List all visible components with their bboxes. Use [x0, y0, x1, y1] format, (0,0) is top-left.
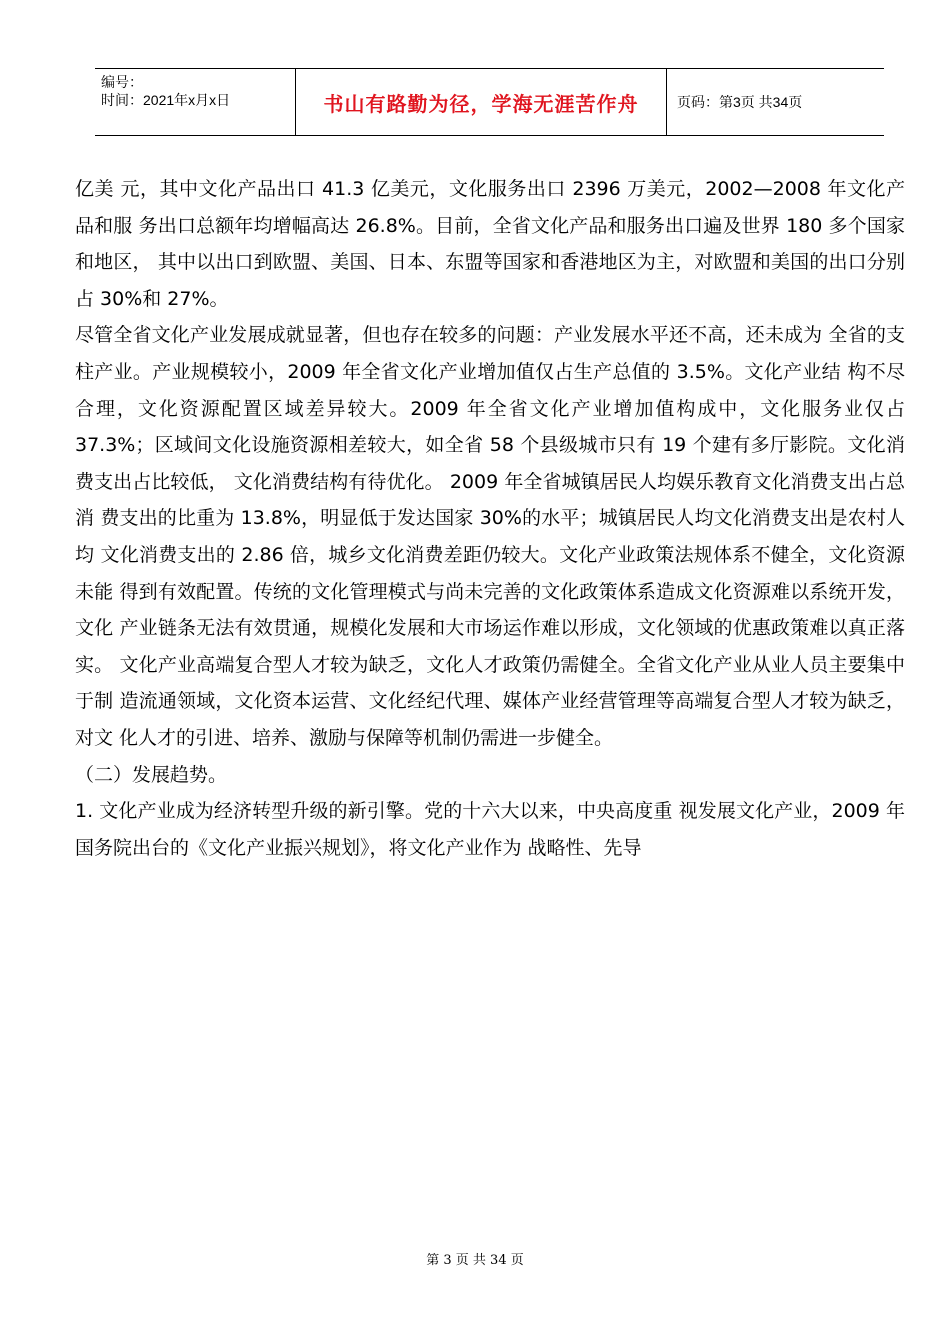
paragraph-trend-1: 1. 文化产业成为经济转型升级的新引擎。党的十六大以来，中央高度重 视发展文化产业，2009 年国务院出台的《文化产业振兴规划》，将文化产业作为 战略性、先导 [75, 800, 905, 859]
document-body [75, 171, 905, 866]
header-slogan: 书山有路勤为径，学海无涯苦作舟 [295, 69, 667, 135]
header-page-info: 页码：第3页 共34页 [677, 94, 803, 110]
page-header [95, 68, 884, 136]
page-footer: 第 3 页 共 34 页 [426, 1253, 524, 1268]
header-time-label: 时间：2021年x月x日 [101, 92, 231, 108]
section-heading-trends: （二）发展趋势。 [75, 763, 228, 786]
header-code-label: 编号： [101, 74, 143, 90]
paragraph-export: 亿美 元，其中文化产品出口 41.3 亿美元，文化服务出口 2396 万美元，2002—2008 年文化产品和服 务出口总额年均增幅高达 26.8%。目前，全省文化产品和服务出口遍及世界 180 多个国家和地区， 其中以出口到欧盟、美国、日本、东盟等国家和香港地区为主，对欧盟和美国的出口分别占 30%和 27%。 [75, 178, 905, 310]
paragraph-problems: 尽管全省文化产业发展成就显著，但也存在较多的问题：产业发展水平还不高，还未成为 全省的支柱产业。产业规模较小，2009 年全省文化产业增加值仅占生产总值的 3.5%。文化产业结 构不尽合理，文化资源配置区域差异较大。2009 年全省文化产业增加值构成中，文化服务业仅占 37.3%；区域间文化设施资源相差较大，如全省 58 个县级城市只有 19 个建有多厅影院。文化消 费支出占比较低， 文化消费结构有待优化。 2009 年全省城镇居民人均娱乐教育文化消费支出占总消 费支出的比重为 13.8%，明显低于发达国家 30%的水平；城镇居民人均文化消费支出是农村人均 文化消费支出的 2.86 倍，城乡文化消费差距仍较大。文化产业政策法规体系不健全，文化资源未能 得到有效配置。传统的文化管理模式与尚未完善的文化政策体系造成文化资源难以系统开发，文化 产业链条无法有效贯通，规模化发展和大市场运作难以形成，文化领域的优惠政策难以真正落实。 文化产业高端复合型人才较为缺乏，文化人才政策仍需健全。全省文化产业从业人员主要集中于制 造流通领域，文化资本运营、文化经纪代理、媒体产业经营管理等高端复合型人才较为缺乏，对文 化人才的引进、培养、激励与保障等机制仍需进一步健全。 [75, 324, 905, 749]
header-meta [95, 69, 295, 135]
